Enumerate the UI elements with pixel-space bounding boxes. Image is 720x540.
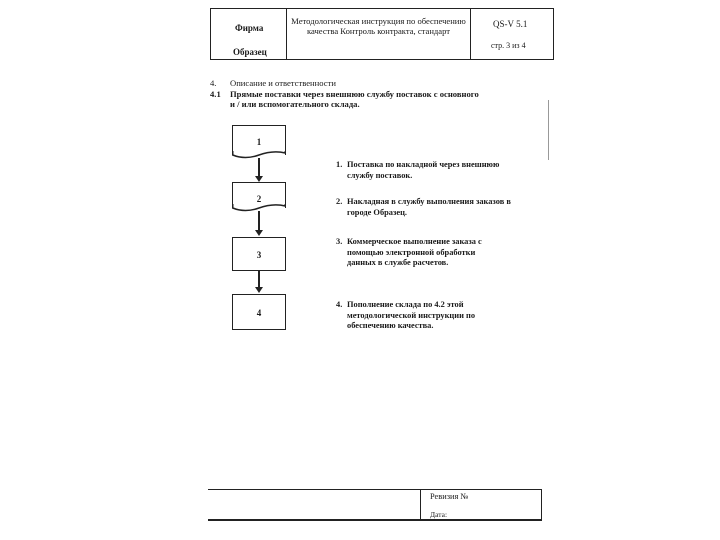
firm-label: Фирма	[235, 23, 264, 33]
footer-divider	[420, 490, 421, 519]
step-item	[336, 237, 526, 285]
step-number: 4.	[336, 300, 343, 309]
footer-bottom-line	[208, 519, 542, 521]
flow-box-4	[232, 294, 286, 330]
header-title-cell	[287, 9, 471, 59]
flow-box-3	[232, 237, 286, 271]
step-item	[336, 197, 526, 221]
section-4-1-heading	[210, 89, 540, 113]
footer-table	[208, 489, 542, 519]
flow-box-label: 3	[256, 250, 262, 260]
step-text: Коммерческое выполнение заказа с помощью электронной обработки данных в службе расчетов.	[347, 237, 482, 267]
subsection-title-line2: и / или вспомогательного склада.	[230, 99, 360, 109]
page-info: стр. 3 из 4	[491, 41, 526, 50]
step-number: 2.	[336, 197, 343, 206]
header-firm-cell	[211, 9, 287, 59]
date-label: Дата:	[430, 510, 448, 519]
subsection-number: 4.1	[210, 89, 221, 99]
step-item	[336, 160, 526, 184]
sample-label: Образец	[233, 47, 267, 57]
revision-label: Ревизия №	[430, 492, 469, 501]
document-title: Методологическая инструкция по обеспечению качества Контроль контракта, стандарт	[291, 16, 466, 36]
step-text: Поставка по накладной через внешнюю службу поставок.	[347, 160, 500, 180]
flow-connector	[258, 211, 260, 232]
subsection-title-line1: Прямые поставки через внешнюю службу поставок с основного	[230, 89, 479, 99]
step-text: Пополнение склада по 4.2 этой методологической инструкции по обеспечению качества.	[347, 300, 476, 330]
flow-connector	[258, 158, 260, 178]
flow-box-label: 1	[256, 137, 262, 147]
step-text: Накладная в службу выполнения заказов в городе Образец.	[347, 197, 511, 217]
arrow-down-icon	[255, 287, 263, 293]
scan-artifact	[548, 100, 549, 160]
section-title: Описание и ответственности	[230, 78, 336, 88]
flow-box-label: 4	[256, 308, 262, 318]
header-code-cell	[471, 9, 553, 59]
step-item	[336, 300, 526, 336]
header-table	[210, 8, 554, 60]
step-number: 1.	[336, 160, 343, 169]
arrow-down-icon	[255, 230, 263, 236]
document-code: QS-V 5.1	[493, 19, 528, 29]
step-number: 3.	[336, 237, 343, 246]
flow-box-label: 2	[256, 194, 262, 204]
section-number: 4.	[210, 78, 217, 88]
